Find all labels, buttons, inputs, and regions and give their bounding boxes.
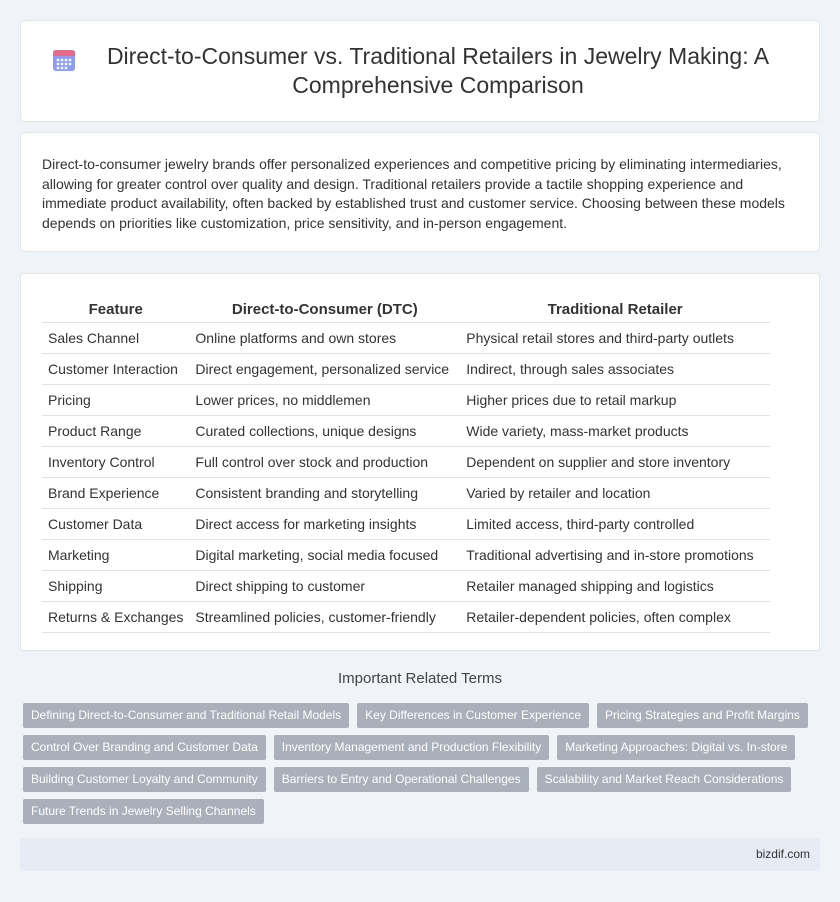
comparison-table (42, 297, 770, 633)
table-row (42, 477, 770, 508)
cell-feature: Brand Experience (42, 477, 189, 508)
cell-dtc: Lower prices, no middlemen (189, 384, 460, 415)
header-dtc: Direct-to-Consumer (DTC) (189, 297, 460, 322)
cell-feature: Customer Interaction (42, 353, 189, 384)
cell-traditional: Dependent on supplier and store inventory (460, 446, 770, 477)
footer (20, 838, 820, 871)
cell-feature: Product Range (42, 415, 189, 446)
table-row (42, 415, 770, 446)
cell-traditional: Wide variety, mass-market products (460, 415, 770, 446)
cell-dtc: Online platforms and own stores (189, 322, 460, 353)
related-term-tag[interactable]: Scalability and Market Reach Considerations (537, 767, 792, 792)
table-row (42, 322, 770, 353)
cell-feature: Pricing (42, 384, 189, 415)
cell-feature: Inventory Control (42, 446, 189, 477)
table-row (42, 570, 770, 601)
related-term-tag[interactable]: Barriers to Entry and Operational Challenges (274, 767, 529, 792)
cell-dtc: Direct access for marketing insights (189, 508, 460, 539)
calendar-icon (52, 48, 76, 72)
related-terms-title: Important Related Terms (338, 670, 502, 687)
related-term-tag[interactable]: Marketing Approaches: Digital vs. In-store (557, 735, 795, 760)
page-title: Direct-to-Consumer vs. Traditional Retailers in Jewelry Making: A Comprehensive Comparison (106, 43, 770, 98)
title-wrap (52, 42, 788, 100)
cell-dtc: Consistent branding and storytelling (189, 477, 460, 508)
table-row (42, 384, 770, 415)
footer-site-link[interactable]: bizdif.com (755, 847, 810, 861)
title-card (20, 20, 820, 122)
cell-dtc: Streamlined policies, customer-friendly (189, 601, 460, 632)
cell-dtc: Digital marketing, social media focused (189, 539, 460, 570)
header-feature: Feature (42, 297, 189, 322)
cell-traditional: Retailer-dependent policies, often complex (460, 601, 770, 632)
cell-dtc: Direct engagement, personalized service (189, 353, 460, 384)
cell-traditional: Varied by retailer and location (460, 477, 770, 508)
cell-dtc: Direct shipping to customer (189, 570, 460, 601)
related-term-tag[interactable]: Defining Direct-to-Consumer and Traditional Retail Models (23, 703, 349, 728)
related-term-tag[interactable]: Building Customer Loyalty and Community (23, 767, 266, 792)
related-terms-list (23, 703, 823, 831)
table-row (42, 446, 770, 477)
table-row (42, 539, 770, 570)
cell-dtc: Full control over stock and production (189, 446, 460, 477)
cell-traditional: Indirect, through sales associates (460, 353, 770, 384)
related-term-tag[interactable]: Future Trends in Jewelry Selling Channels (23, 799, 264, 824)
related-term-tag[interactable]: Control Over Branding and Customer Data (23, 735, 266, 760)
cell-traditional: Limited access, third-party controlled (460, 508, 770, 539)
table-header-row (42, 297, 770, 322)
cell-traditional: Physical retail stores and third-party outlets (460, 322, 770, 353)
intro-card (20, 132, 820, 252)
cell-feature: Sales Channel (42, 322, 189, 353)
table-row (42, 353, 770, 384)
table-body (42, 322, 770, 632)
cell-feature: Marketing (42, 539, 189, 570)
table-row (42, 508, 770, 539)
comparison-card (20, 273, 820, 651)
related-term-tag[interactable]: Inventory Management and Production Flexibility (274, 735, 549, 760)
intro-paragraph: Direct-to-consumer jewelry brands offer personalized experiences and competitive pricing by eliminating intermediaries, allowing for greater control over quality and design. Traditional retailers provide a tactile shopping experience and immediate product availability, often backed by established trust and customer service. Choosing between these models depends on priorities like customization, price sensitivity, and in-person engagement. (42, 156, 785, 231)
cell-dtc: Curated collections, unique designs (189, 415, 460, 446)
cell-feature: Customer Data (42, 508, 189, 539)
cell-feature: Returns & Exchanges (42, 601, 189, 632)
cell-traditional: Higher prices due to retail markup (460, 384, 770, 415)
related-term-tag[interactable]: Key Differences in Customer Experience (357, 703, 589, 728)
cell-feature: Shipping (42, 570, 189, 601)
related-term-tag[interactable]: Pricing Strategies and Profit Margins (597, 703, 808, 728)
cell-traditional: Traditional advertising and in-store promotions (460, 539, 770, 570)
header-traditional: Traditional Retailer (460, 297, 770, 322)
table-row (42, 601, 770, 632)
cell-traditional: Retailer managed shipping and logistics (460, 570, 770, 601)
